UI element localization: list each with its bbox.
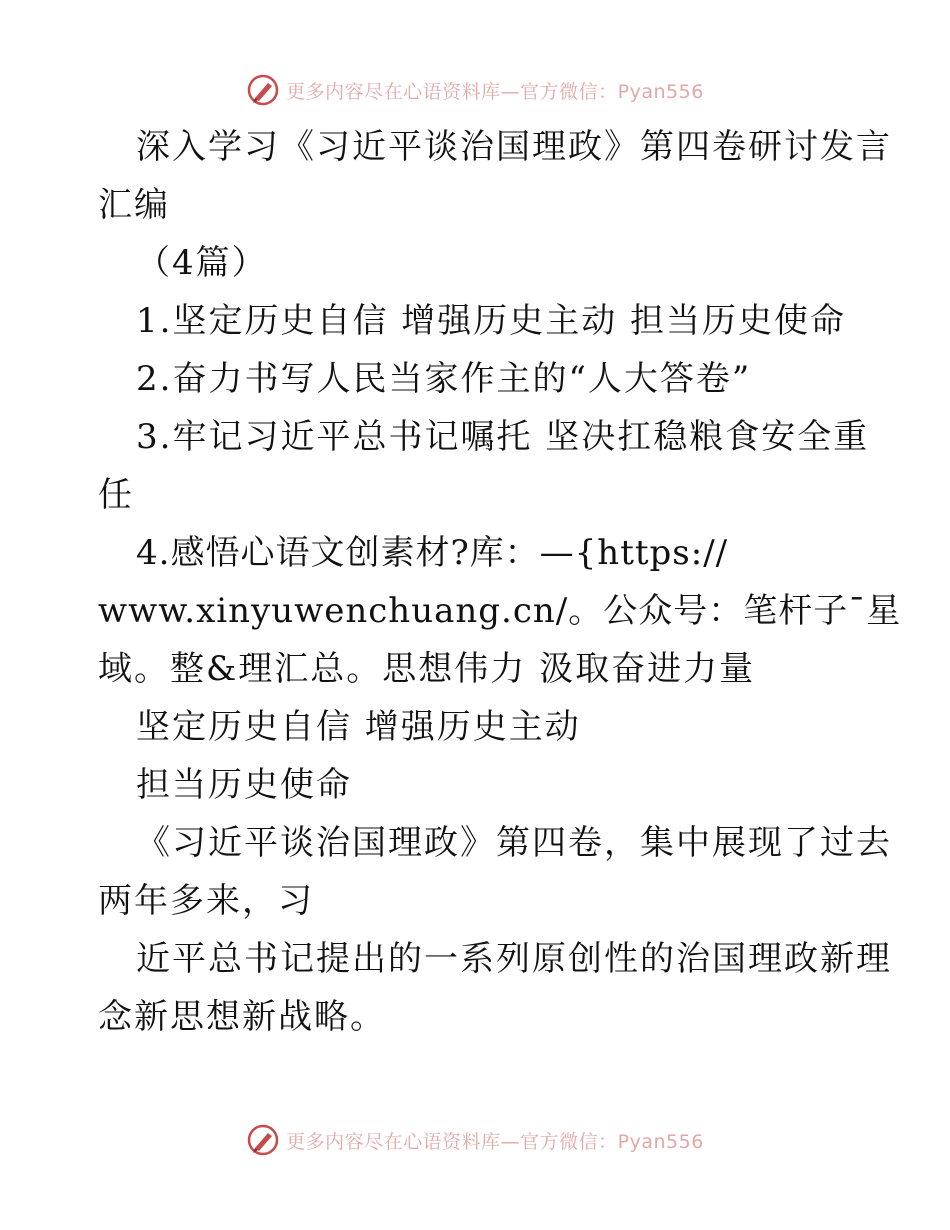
- toc-item-3: 3.牢记习近平总书记嘱托 坚决扛稳粮食安全重: [136, 417, 870, 457]
- footer-watermark-banner: [0, 1120, 950, 1160]
- toc-item-4-continued-2: 域。整&理汇总。思想伟力 汲取奋进力量: [98, 649, 756, 689]
- toc-item-4-continued: www.xinyuwenchuang.cn/。公众号：笔杆子¯星: [98, 591, 902, 631]
- section-title-line-2: 担当历史使命: [136, 765, 352, 805]
- toc-item-4: 4.感悟心语文创素材?库：—{https://: [136, 533, 729, 573]
- paragraph-line-3: 近平总书记提出的一系列原创性的治国理政新理: [136, 939, 892, 979]
- paragraph-line-2: 两年多来，习: [98, 881, 314, 921]
- toc-item-1: 1.坚定历史自信 增强历史主动 担当历史使命: [136, 301, 847, 341]
- article-count: （4篇）: [136, 243, 268, 283]
- footer-watermark-text: 更多内容尽在心语资料库—官方微信：Pyan556: [286, 1130, 704, 1153]
- toc-item-2: 2.奋力书写人民当家作主的“人大答卷”: [136, 359, 752, 399]
- pen-logo-icon: [246, 1123, 280, 1157]
- document-title-line-1: 深入学习《习近平谈治国理政》第四卷研讨发言: [136, 127, 892, 167]
- paragraph-line-1: 《习近平谈治国理政》第四卷，集中展现了过去: [136, 823, 892, 863]
- section-title-line-1: 坚定历史自信 增强历史主动: [136, 707, 581, 747]
- document-title-line-2: 汇编: [98, 185, 170, 225]
- header-watermark-text: 更多内容尽在心语资料库—官方微信：Pyan556: [286, 80, 704, 103]
- toc-item-3-continued: 任: [98, 475, 134, 515]
- paragraph-line-4: 念新思想新战略。: [98, 997, 386, 1037]
- pen-logo-icon: [246, 73, 280, 107]
- header-watermark-banner: [0, 70, 950, 110]
- document-body: [98, 118, 902, 1046]
